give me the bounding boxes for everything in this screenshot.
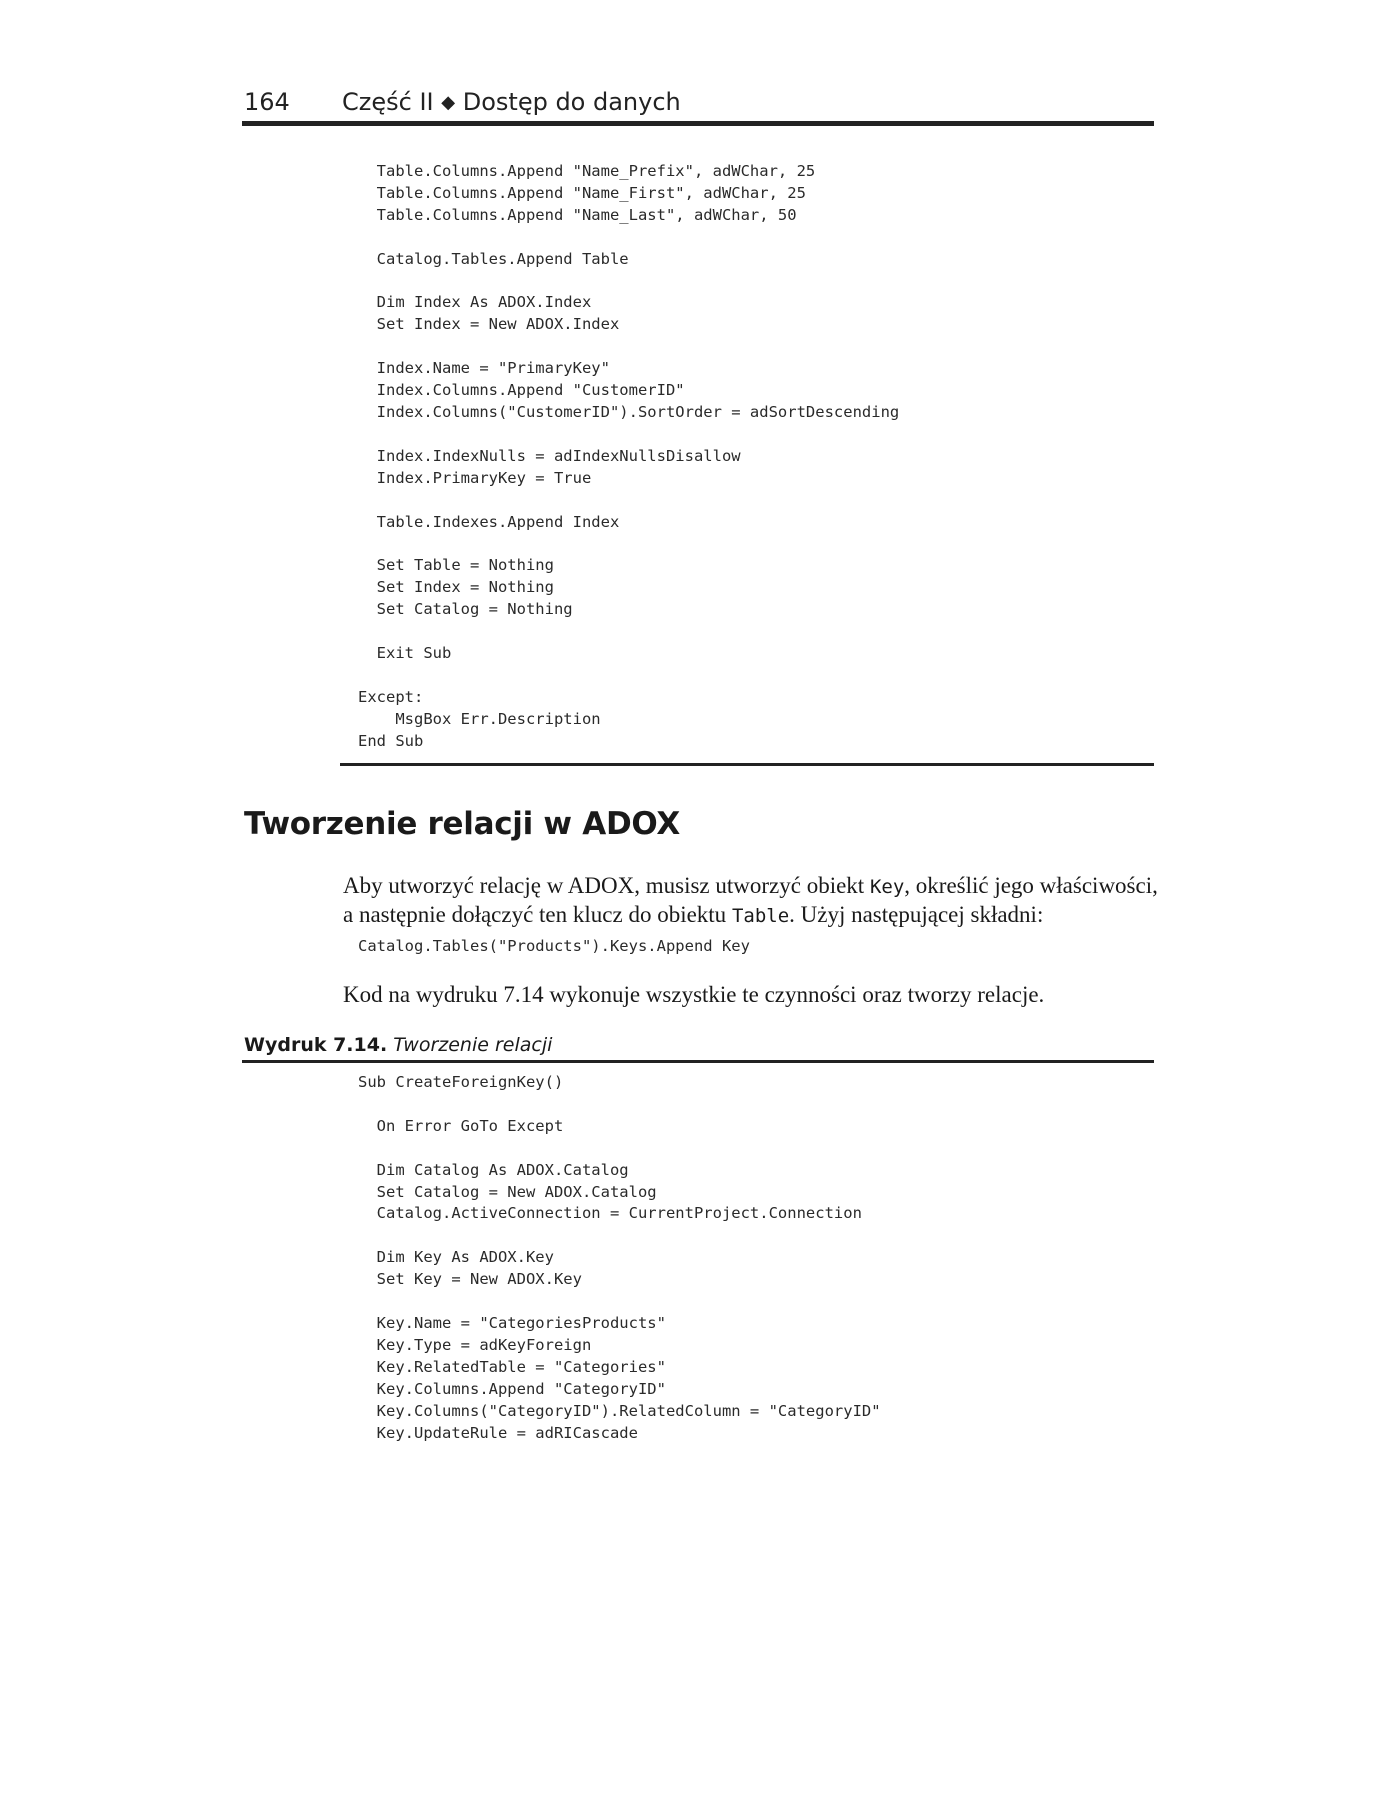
section-title: Tworzenie relacji w ADOX [244, 806, 680, 842]
listing-intro-paragraph: Kod na wydruku 7.14 wykonuje wszystkie te czynności oraz tworzy relacje. [343, 982, 1045, 1007]
para-text: . Użyj następującej składni: [789, 902, 1044, 927]
diamond-separator-icon: ◆ [441, 92, 456, 113]
syntax-line: Catalog.Tables("Products").Keys.Append Key [358, 937, 750, 955]
para-text: , określić jego właściwości, a następnie dołączyć ten klucz do obiektu [343, 873, 1158, 927]
code-block-top: Table.Columns.Append "Name_Prefix", adWChar, 25 Table.Columns.Append "Name_First", adWChar, 25 Table.Columns.Append "Name_Last", adWChar, 50 Catalog.Tables.Append Table Dim Index As ADOX.Index Set Index = New ADOX.Index Index.Name = "PrimaryKey" Index.Columns.Append "CustomerID" Index.Columns("CustomerID").SortOrder = adSortDescending Index.IndexNulls = adIndexNullsDisallow Index.PrimaryKey = True Table.Indexes.Append Index Set Table = Nothing Set Index = Nothing Set Catalog = Nothing Exit Sub Except: MsgBox Err.Description End Sub [358, 162, 900, 750]
listing-title: Tworzenie relacji [393, 1034, 553, 1056]
listing-caption [244, 1034, 552, 1056]
page-number: 164 [244, 88, 290, 116]
inline-code-table: Table [731, 905, 790, 927]
running-title [342, 88, 681, 116]
code-end-rule [340, 763, 1154, 766]
listing-label: Wydruk 7.14. [244, 1034, 388, 1056]
part-label: Część II [342, 88, 434, 116]
intro-paragraph [343, 872, 1163, 930]
code-block-bottom: Sub CreateForeignKey() On Error GoTo Except Dim Catalog As ADOX.Catalog Set Catalog = New ADOX.Catalog Catalog.ActiveConnection = CurrentProject.Connection Dim Key As ADOX.Key Set Key = New ADOX.Key Key.Name = "CategoriesProducts" Key.Type = adKeyForeign Key.RelatedTable = "Categories" Key.Columns.Append "CategoryID" Key.Columns("CategoryID").RelatedColumn = "CategoryID" Key.UpdateRule = adRICascade [358, 1073, 881, 1442]
para-text: Aby utworzyć relację w ADOX, musisz utworzyć obiekt [343, 873, 870, 898]
running-header [244, 88, 1150, 122]
inline-code-key: Key [869, 876, 905, 898]
chapter-label: Dostęp do danych [462, 88, 681, 116]
listing-rule [242, 1060, 1154, 1063]
header-rule [242, 121, 1154, 126]
